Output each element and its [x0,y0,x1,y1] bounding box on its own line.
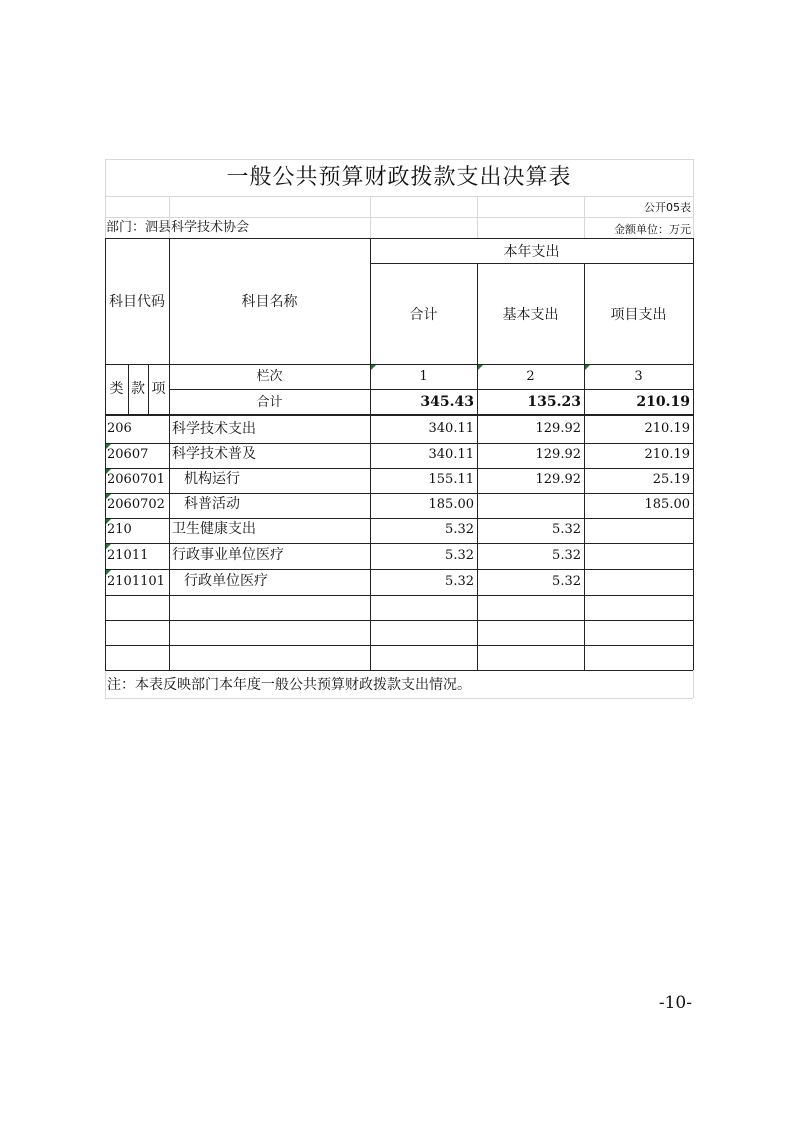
table-border [105,569,693,570]
row-project: 210.19 [644,421,690,436]
grid-line [105,670,106,698]
table-border [105,645,693,646]
row-total: 5.32 [445,548,474,563]
cell-marker [585,365,590,370]
row-basic: 5.32 [552,548,581,563]
grid-line [477,196,478,238]
grid-line [105,196,693,197]
table-note: 注：本表反映部门本年度一般公共预算财政拨款支出情况。 [107,677,471,693]
header-subject-name: 科目名称 [241,294,298,310]
row-project: 25.19 [652,472,690,487]
table-border [370,263,693,264]
grid-line [105,698,693,699]
grid-line [370,196,371,238]
row-code: 210 [107,522,132,537]
grid-line [105,159,693,160]
header-lei: 类 [109,381,124,397]
table-border [105,620,693,621]
form-number: 公开05表 [644,201,691,214]
total-row-project: 210.19 [636,394,690,410]
row-basic: 129.92 [535,447,581,462]
header-kuan: 款 [131,381,145,397]
row-total: 5.32 [445,522,474,537]
row-name: 行政单位医疗 [184,573,268,589]
header-col-1: 1 [419,369,428,384]
table-border [477,263,478,670]
grid-line [693,670,694,698]
cell-marker [478,365,483,370]
table-border [105,238,693,239]
total-row-basic: 135.23 [527,394,581,410]
budget-expenditure-table [105,159,693,698]
table-border [105,493,693,494]
row-name: 科学技术普及 [172,446,256,462]
row-name: 科普活动 [184,496,240,512]
row-name: 行政事业单位医疗 [172,547,284,563]
row-total: 155.11 [428,472,474,487]
row-code: 2101101 [107,574,165,589]
table-border [584,263,585,670]
header-basic: 基本支出 [502,307,559,323]
header-column-no: 栏次 [256,369,283,384]
row-code: 20607 [107,447,149,462]
row-basic: 129.92 [535,421,581,436]
grid-line [105,217,693,218]
page-number: -10- [658,993,692,1013]
row-project: 210.19 [644,447,690,462]
header-total: 合计 [409,307,438,323]
header-project: 项目支出 [610,307,667,323]
table-border [105,364,693,365]
row-name: 科学技术支出 [172,421,256,437]
grid-line [693,159,694,238]
table-title: 一般公共预算财政拨款支出决算表 [226,165,572,190]
table-border [105,670,693,671]
row-code: 2060702 [107,497,165,512]
table-border [169,389,693,390]
row-total: 340.11 [428,447,474,462]
row-name: 卫生健康支出 [172,521,256,537]
row-code: 206 [107,421,132,436]
unit-label: 金额单位：万元 [614,223,691,236]
total-row-total: 345.43 [420,394,474,410]
department-label: 部门：泗县科学技术协会 [106,220,250,235]
row-basic: 129.92 [535,472,581,487]
table-border [105,468,693,469]
header-col-2: 2 [526,369,535,384]
row-total: 185.00 [428,497,474,512]
table-border [105,595,693,596]
row-basic: 5.32 [552,574,581,589]
header-this-year: 本年支出 [503,244,560,260]
table-border [693,238,694,670]
row-total: 5.32 [445,574,474,589]
row-basic: 5.32 [552,522,581,537]
table-border [105,443,693,444]
table-border [105,414,693,416]
cell-marker [371,365,376,370]
table-border [105,518,693,519]
row-code: 21011 [107,548,149,563]
header-xiang: 项 [151,381,166,397]
table-border [105,543,693,544]
header-col-3: 3 [634,369,643,384]
row-project: 185.00 [644,497,690,512]
row-name: 机构运行 [184,471,240,487]
header-code-group: 科目代码 [109,294,165,310]
row-code: 2060701 [107,472,165,487]
total-row-label: 合计 [256,395,283,410]
row-total: 340.11 [428,421,474,436]
